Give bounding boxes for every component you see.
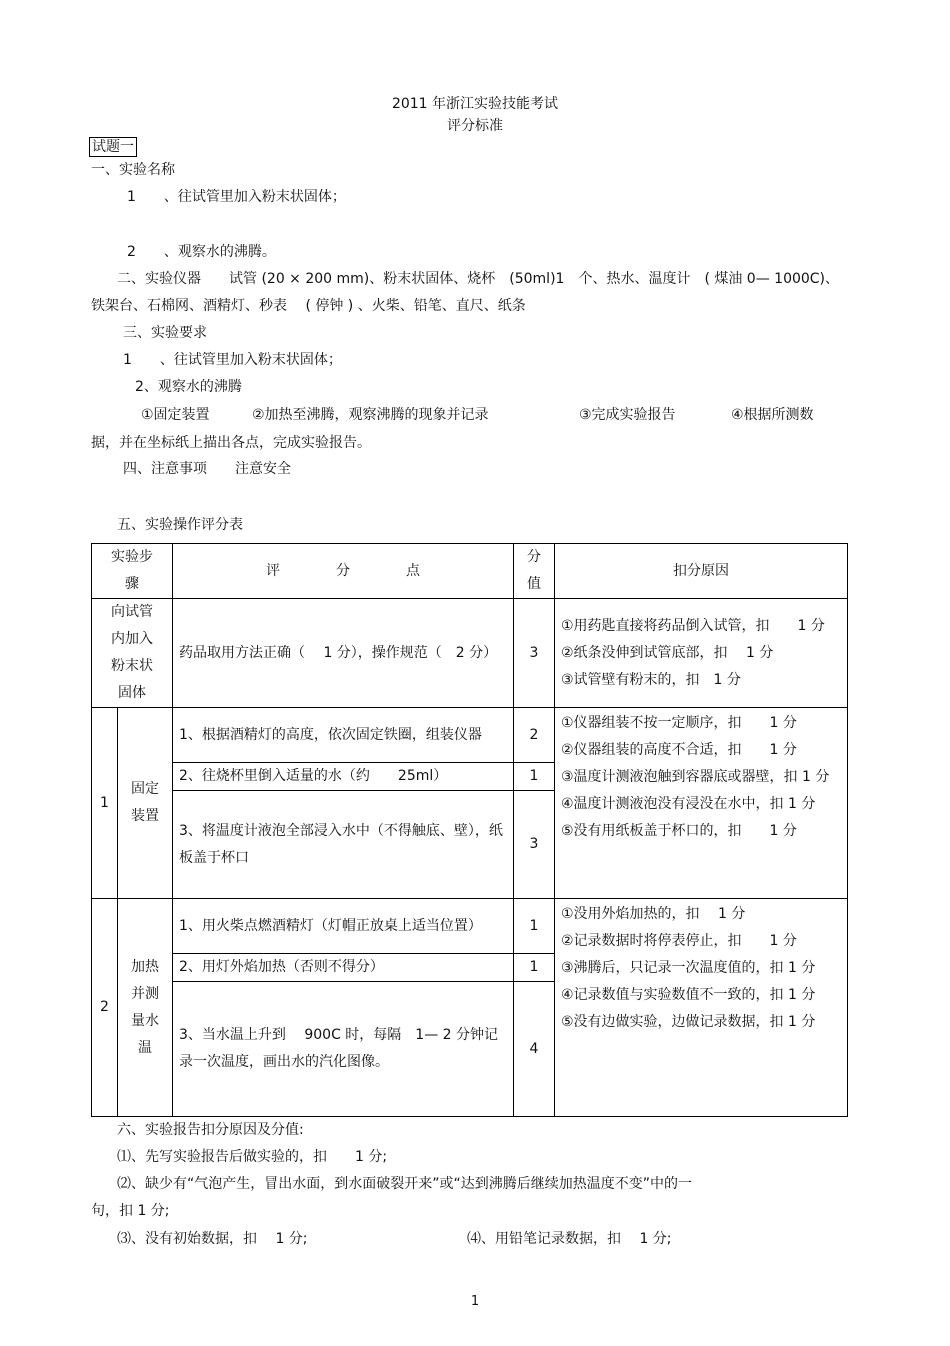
- score-cell: 1: [514, 899, 555, 954]
- table-row: [92, 708, 848, 763]
- requirement-c: ③完成实验报告: [579, 407, 676, 423]
- section2-line1: 二、实验仪器 试管 (20 × 200 mm)、粉末状固体、烧杯 (50ml)1 个、热水、温度计 ( 煤油 0— 1000C)、: [117, 271, 840, 287]
- requirement-b: ②加热至沸腾，观察沸腾的现象并记录: [252, 407, 489, 423]
- table-header-row: [92, 544, 848, 599]
- point-cell: 3、当水温上升到 900C 时，每隔 1— 2 分钟记录一次温度，画出水的汽化图像。: [173, 982, 514, 1117]
- page-subtitle: 评分标准: [447, 118, 503, 134]
- group-number: 2: [92, 899, 118, 1117]
- page-title: 2011 年浙江实验技能考试: [391, 96, 559, 112]
- header-step: 实验步 骤: [92, 544, 173, 599]
- section5-heading: 五、实验操作评分表: [117, 517, 243, 533]
- point-cell: 3、将温度计液泡全部浸入水中（不得触底、壁），纸板盖于杯口: [173, 791, 514, 899]
- point-cell: 1、用火柴点燃酒精灯（灯帽正放桌上适当位置）: [173, 899, 514, 954]
- section6-item4: ⑷、用铅笔记录数据，扣 1 分;: [467, 1231, 672, 1247]
- score-cell: 1: [514, 954, 555, 982]
- table-row: [92, 899, 848, 954]
- point-cell: 2、往烧杯里倒入适量的水（约 25ml）: [173, 763, 514, 791]
- score-cell: 3: [514, 599, 555, 708]
- table-row: [92, 599, 848, 708]
- section6-heading: 六、实验报告扣分原因及分值:: [117, 1122, 304, 1138]
- section3-item1: 1 、往试管里加入粉末状固体；: [123, 352, 342, 368]
- header-deduct: 扣分原因: [555, 544, 848, 599]
- requirement-continued: 据，并在坐标纸上描出各点，完成实验报告。: [91, 435, 371, 451]
- score-cell: 1: [514, 763, 555, 791]
- section6-item3: ⑶、没有初始数据，扣 1 分;: [117, 1231, 308, 1247]
- section1-item1: 1 、往试管里加入粉末状固体；: [127, 189, 346, 205]
- group-name: 加热 并测 量水 温: [118, 899, 173, 1117]
- header-points: 评 分 点: [173, 544, 514, 599]
- section1-item2: 2 、观察水的沸腾。: [127, 244, 276, 260]
- section6-item2-line2: 句，扣 1 分;: [91, 1203, 170, 1219]
- section6-item2-line1: ⑵、缺少有“气泡产生，冒出水面，到水面破裂开来”或“达到沸腾后继续加热温度不变”中的一: [117, 1176, 693, 1192]
- section1-heading: 一、实验名称: [91, 162, 175, 178]
- section3-item2: 2、观察水的沸腾: [135, 379, 242, 395]
- group-number: 1: [92, 708, 118, 899]
- requirement-d: ④根据所测数: [731, 407, 814, 423]
- section4-line: 四、注意事项 注意安全: [123, 461, 291, 477]
- deduct-cell: ①用药匙直接将药品倒入试管，扣 1 分 ②纸条没伸到试管底部，扣 1 分 ③试管壁有粉末的，扣 1 分: [555, 599, 848, 708]
- section6-item1: ⑴、先写实验报告后做实验的，扣 1 分;: [117, 1149, 388, 1165]
- score-cell: 4: [514, 982, 555, 1117]
- deduct-cell: ①没用外焰加热的，扣 1 分 ②记录数据时将停表停止，扣 1 分 ③沸腾后，只记录一次温度值的，扣 1 分 ④记录数值与实验数值不一致的，扣 1 分 ⑤没有边做实验，边做记录数据，扣 1 分: [555, 899, 848, 1117]
- deduct-cell: ①仪器组装不按一定顺序，扣 1 分 ②仪器组装的高度不合适，扣 1 分 ③温度计测液泡触到容器底或器壁，扣 1 分 ④温度计测液泡没有浸没在水中，扣 1 分 ⑤没有用纸板盖于杯口的，扣 1 分: [555, 708, 848, 899]
- group-name: 固定 装置: [118, 708, 173, 899]
- step-cell: 向试管 内加入 粉末状 固体: [92, 599, 173, 708]
- requirement-a: ①固定装置: [141, 407, 210, 423]
- score-cell: 3: [514, 791, 555, 899]
- section3-heading: 三、实验要求: [123, 325, 207, 341]
- point-cell: 2、用灯外焰加热（否则不得分）: [173, 954, 514, 982]
- scoring-table: [91, 543, 848, 1117]
- point-cell: 药品取用方法正确（ 1 分），操作规范（ 2 分）: [173, 599, 514, 708]
- point-cell: 1、根据酒精灯的高度，依次固定铁圈，组装仪器: [173, 708, 514, 763]
- exam-label: 试题一: [89, 137, 137, 157]
- score-cell: 2: [514, 708, 555, 763]
- header-score: 分 值: [514, 544, 555, 599]
- section2-line2: 铁架台、石棉网、酒精灯、秒表 ( 停钟 ) 、火柴、铅笔、直尺、纸条: [91, 298, 526, 314]
- page-number: 1: [470, 1294, 480, 1309]
